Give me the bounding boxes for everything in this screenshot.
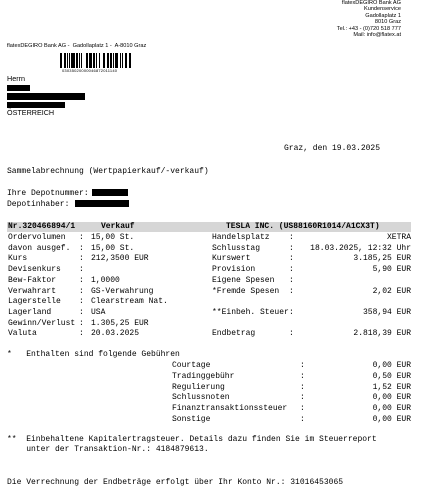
detail-separator: :	[289, 307, 294, 317]
bank-name: flatexDEGIRO Bank AG	[341, 0, 401, 6]
detail-value: 5,90 EUR	[372, 265, 411, 275]
detail-label: Handelsplatz	[212, 233, 270, 242]
detail-separator: :	[289, 286, 294, 296]
fee-label: Schlussnoten	[172, 393, 230, 403]
bank-city: 8010 Graz	[374, 19, 401, 26]
bank-street: Gadollaplatz 1	[365, 12, 401, 19]
settlement-account-line: Die Verrechnung der Endbeträge erfolgt über Ihr Konto Nr.: 31016453065	[7, 478, 344, 487]
detail-label: Gewinn/Verlust	[8, 318, 76, 328]
fee-value: 0,00 EUR	[372, 415, 411, 424]
detail-value: 1,0000	[91, 275, 120, 285]
detail-separator: :	[79, 329, 84, 339]
fee-separator: :	[300, 361, 305, 370]
tax-note-line1: ** Einbehaltene Kapitalertragsteuer. Details dazu finden Sie im Steuerreport	[7, 435, 377, 444]
sender-line: flatexDEGIRO Bank AG - Gadollaplatz 1 - A-8010 Graz	[7, 43, 147, 49]
fee-label: Sonstige	[172, 415, 211, 424]
detail-label: davon ausgef.	[8, 243, 71, 253]
bank-email: Mail: info@flatex.at	[353, 32, 401, 39]
detail-separator: :	[289, 243, 294, 253]
detail-separator: :	[79, 307, 84, 317]
recipient-salutation: Herrn	[7, 74, 25, 83]
detail-value: GS-Verwahrung	[91, 286, 154, 296]
detail-value: 358,94 EUR	[362, 307, 411, 317]
recipient-street-redaction	[7, 93, 85, 100]
order-type: Verkauf	[101, 222, 135, 231]
bank-address-block	[337, 0, 401, 38]
detail-separator: :	[79, 297, 84, 307]
fee-separator: :	[300, 382, 305, 392]
detail-label: Lagerland	[8, 307, 52, 317]
detail-label: Devisenkurs	[8, 265, 61, 275]
detail-separator: :	[289, 233, 294, 242]
detail-separator: :	[79, 243, 84, 253]
bank-department: Kundenservice	[363, 6, 401, 13]
detail-label: Verwahrart	[8, 286, 57, 296]
detail-separator: :	[289, 265, 294, 275]
detail-value: 3.185,25 EUR	[353, 254, 411, 264]
detail-separator: :	[79, 286, 84, 296]
fee-value: 0,00 EUR	[372, 361, 411, 370]
detail-value: USA	[91, 307, 106, 317]
detail-label: **Einbeh. Steuer	[212, 307, 289, 317]
detail-label: Endbetrag	[212, 329, 256, 339]
fee-separator: :	[300, 404, 305, 414]
detail-separator: :	[289, 275, 294, 285]
detail-value: 15,00 St.	[91, 243, 135, 253]
tax-note-line2: unter der Transaktion-Nr.: 4184879613.	[7, 445, 209, 454]
depot-number-label: Ihre Depotnummer:	[7, 189, 89, 198]
detail-separator: :	[79, 254, 84, 264]
detail-value: 2.818,39 EUR	[353, 329, 411, 339]
recipient-name-redaction	[7, 85, 30, 91]
detail-separator: :	[289, 254, 294, 264]
detail-label: Bew-Faktor	[8, 275, 57, 285]
document-title: Sammelabrechnung (Wertpapierkauf/-verkauf)	[7, 167, 209, 176]
detail-value: 20.03.2025	[91, 329, 140, 339]
detail-label: Kurs	[8, 254, 28, 264]
detail-value: 1.305,25 EUR	[91, 318, 149, 328]
recipient-country: ÖSTERREICH	[7, 108, 55, 117]
detail-separator: :	[79, 265, 84, 275]
detail-label: Kurswert	[212, 254, 251, 264]
fee-value: 0,50 EUR	[372, 371, 411, 381]
fee-value: 0,00 EUR	[372, 404, 411, 414]
detail-label: Provision	[212, 265, 256, 275]
fee-label: Finanztransaktionssteuer	[172, 404, 288, 414]
fee-label: Regulierung	[172, 382, 225, 392]
fee-separator: :	[300, 371, 305, 381]
fee-value: 1,52 EUR	[372, 382, 411, 392]
fee-separator: :	[300, 393, 305, 403]
detail-value: 18.03.2025, 12:32 Uhr	[310, 243, 411, 253]
order-number: Nr.320466894/1	[8, 222, 76, 231]
detail-separator: :	[289, 329, 294, 339]
detail-value: 15,00 St.	[91, 233, 135, 242]
detail-separator: :	[79, 318, 84, 328]
detail-value: 2,02 EUR	[372, 286, 411, 296]
barcode-number: 03035020000046872011140	[62, 68, 118, 73]
detail-label: *Fremde Spesen	[212, 286, 280, 296]
depot-number-redaction	[92, 189, 128, 196]
detail-separator: :	[79, 275, 84, 285]
document-date: Graz, den 19.03.2025	[284, 144, 381, 153]
depot-holder-redaction	[75, 200, 129, 207]
fee-label: Tradinggebühr	[172, 371, 235, 381]
detail-label: Eigene Spesen	[212, 275, 275, 285]
detail-label: Lagerstelle	[8, 297, 61, 307]
detail-value: Clearstream Nat.	[91, 297, 168, 307]
detail-label: Schlusstag	[212, 243, 261, 253]
fee-label: Courtage	[172, 361, 211, 370]
fee-separator: :	[300, 415, 305, 424]
fees-heading: * Enthalten sind folgende Gebühren	[7, 350, 180, 359]
detail-separator: :	[79, 233, 84, 242]
detail-value: XETRA	[386, 233, 411, 242]
fee-value: 0,00 EUR	[372, 393, 411, 403]
detail-value: 212,3500 EUR	[91, 254, 149, 264]
barcode	[60, 53, 154, 68]
detail-label: Ordervolumen	[8, 233, 66, 242]
depot-holder-label: Depotinhaber:	[7, 200, 70, 209]
barcode-bar	[131, 53, 132, 68]
detail-label: Valuta	[8, 329, 37, 339]
bank-phone: Tel.: +43 - (0)720 518 777	[336, 25, 401, 32]
security-name: TESLA INC. (US88160R1014/A1CX3T)	[226, 222, 380, 231]
